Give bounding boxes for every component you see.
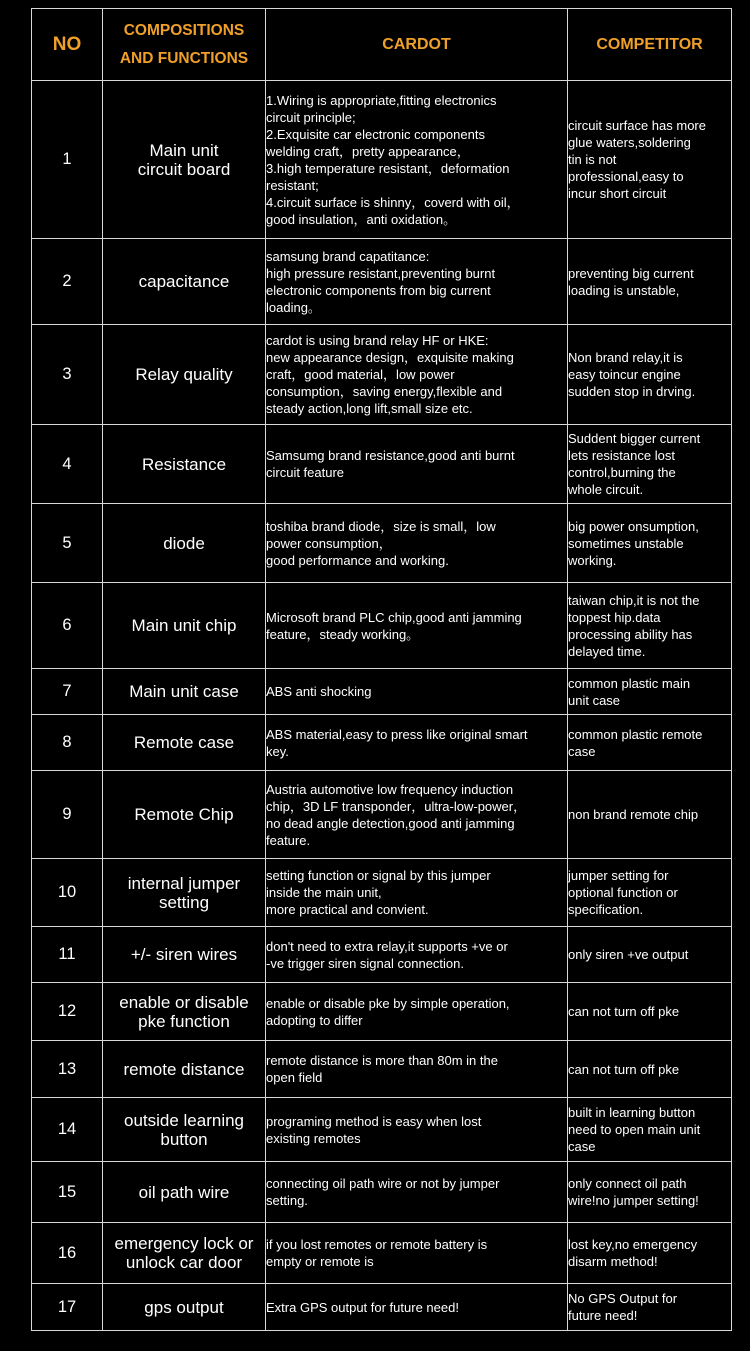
- composition-name: Main unit case: [103, 669, 266, 715]
- table-row: [32, 583, 732, 669]
- competitor-description: built in learning button need to open main unit case: [568, 1098, 732, 1162]
- row-number: 1: [32, 81, 103, 239]
- header-cardot: CARDOT: [266, 9, 568, 81]
- row-number: 14: [32, 1098, 103, 1162]
- table-row: [32, 1223, 732, 1284]
- cardot-description: ABS material,easy to press like original smart key.: [266, 715, 568, 771]
- competitor-description: common plastic remote case: [568, 715, 732, 771]
- competitor-description: can not turn off pke: [568, 1041, 732, 1098]
- competitor-description: taiwan chip,it is not the toppest hip.data processing ability has delayed time.: [568, 583, 732, 669]
- table-row: [32, 1284, 732, 1331]
- row-number: 3: [32, 325, 103, 425]
- header-no: NO: [32, 9, 103, 81]
- row-number: 12: [32, 983, 103, 1041]
- row-number: 7: [32, 669, 103, 715]
- cardot-description: Samsumg brand resistance,good anti burnt circuit feature: [266, 425, 568, 504]
- row-number: 9: [32, 771, 103, 859]
- competitor-description: jumper setting for optional function or specification.: [568, 859, 732, 927]
- table-row: [32, 715, 732, 771]
- table-row: [32, 504, 732, 583]
- cardot-description: don't need to extra relay,it supports +ve or -ve trigger siren signal connection.: [266, 927, 568, 983]
- competitor-description: non brand remote chip: [568, 771, 732, 859]
- composition-name: emergency lock or unlock car door: [103, 1223, 266, 1284]
- table-row: [32, 859, 732, 927]
- table-row: [32, 325, 732, 425]
- competitor-description: Non brand relay,it is easy toincur engine sudden stop in drving.: [568, 325, 732, 425]
- competitor-description: preventing big current loading is unstable,: [568, 239, 732, 325]
- competitor-description: only siren +ve output: [568, 927, 732, 983]
- composition-name: oil path wire: [103, 1162, 266, 1223]
- competitor-description: big power onsumption, sometimes unstable working.: [568, 504, 732, 583]
- row-number: 15: [32, 1162, 103, 1223]
- composition-name: outside learning button: [103, 1098, 266, 1162]
- composition-name: remote distance: [103, 1041, 266, 1098]
- cardot-description: 1.Wiring is appropriate,fitting electronics circuit principle; 2.Exquisite car electronic components welding craft，pretty appearance， 3.high temperature resistant，deformation resistant; 4.circuit surface is shinny，coverd with oil， good insulation，anti oxidation。: [266, 81, 568, 239]
- cardot-description: toshiba brand diode，size is small，low power consumption， good performance and working.: [266, 504, 568, 583]
- header-row: [32, 9, 732, 81]
- table-row: [32, 239, 732, 325]
- row-number: 6: [32, 583, 103, 669]
- composition-name: enable or disable pke function: [103, 983, 266, 1041]
- row-number: 17: [32, 1284, 103, 1331]
- table-row: [32, 927, 732, 983]
- composition-name: diode: [103, 504, 266, 583]
- table-row: [32, 1162, 732, 1223]
- table-row: [32, 983, 732, 1041]
- competitor-description: only connect oil path wire!no jumper setting!: [568, 1162, 732, 1223]
- row-number: 16: [32, 1223, 103, 1284]
- row-number: 4: [32, 425, 103, 504]
- composition-name: +/- siren wires: [103, 927, 266, 983]
- cardot-description: cardot is using brand relay HF or HKE: new appearance design，exquisite making craft，good material，low power consumption，saving energy,flexible and steady action,long lift,small size etc.: [266, 325, 568, 425]
- table-row: [32, 1098, 732, 1162]
- cardot-description: setting function or signal by this jumper inside the main unit, more practical and convient.: [266, 859, 568, 927]
- row-number: 2: [32, 239, 103, 325]
- comparison-table: [31, 8, 732, 1331]
- row-number: 13: [32, 1041, 103, 1098]
- cardot-description: programing method is easy when lost existing remotes: [266, 1098, 568, 1162]
- composition-name: Remote Chip: [103, 771, 266, 859]
- row-number: 5: [32, 504, 103, 583]
- table-row: [32, 1041, 732, 1098]
- header-competitor: COMPETITOR: [568, 9, 732, 81]
- cardot-description: Austria automotive low frequency induction chip，3D LF transponder，ultra-low-power， no dead angle detection,good anti jamming feature.: [266, 771, 568, 859]
- row-number: 11: [32, 927, 103, 983]
- row-number: 8: [32, 715, 103, 771]
- composition-name: capacitance: [103, 239, 266, 325]
- header-compositions: COMPOSITIONS AND FUNCTIONS: [103, 9, 266, 81]
- cardot-description: ABS anti shocking: [266, 669, 568, 715]
- table-body: [32, 81, 732, 1331]
- cardot-description: remote distance is more than 80m in the open field: [266, 1041, 568, 1098]
- table-row: [32, 81, 732, 239]
- table-row: [32, 669, 732, 715]
- cardot-description: enable or disable pke by simple operation, adopting to differ: [266, 983, 568, 1041]
- composition-name: Resistance: [103, 425, 266, 504]
- competitor-description: Suddent bigger current lets resistance lost control,burning the whole circuit.: [568, 425, 732, 504]
- cardot-description: if you lost remotes or remote battery is empty or remote is: [266, 1223, 568, 1284]
- cardot-description: connecting oil path wire or not by jumper setting.: [266, 1162, 568, 1223]
- competitor-description: lost key,no emergency disarm method!: [568, 1223, 732, 1284]
- table-row: [32, 425, 732, 504]
- competitor-description: circuit surface has more glue waters,soldering tin is not professional,easy to incur short circuit: [568, 81, 732, 239]
- composition-name: gps output: [103, 1284, 266, 1331]
- row-number: 10: [32, 859, 103, 927]
- competitor-description: common plastic main unit case: [568, 669, 732, 715]
- composition-name: Remote case: [103, 715, 266, 771]
- competitor-description: No GPS Output for future need!: [568, 1284, 732, 1331]
- cardot-description: Extra GPS output for future need!: [266, 1284, 568, 1331]
- competitor-description: can not turn off pke: [568, 983, 732, 1041]
- composition-name: Relay quality: [103, 325, 266, 425]
- cardot-description: samsung brand capatitance: high pressure resistant,preventing burnt electronic components from big current loading。: [266, 239, 568, 325]
- cardot-description: Microsoft brand PLC chip,good anti jamming feature，steady working。: [266, 583, 568, 669]
- composition-name: internal jumper setting: [103, 859, 266, 927]
- table-row: [32, 771, 732, 859]
- composition-name: Main unit circuit board: [103, 81, 266, 239]
- composition-name: Main unit chip: [103, 583, 266, 669]
